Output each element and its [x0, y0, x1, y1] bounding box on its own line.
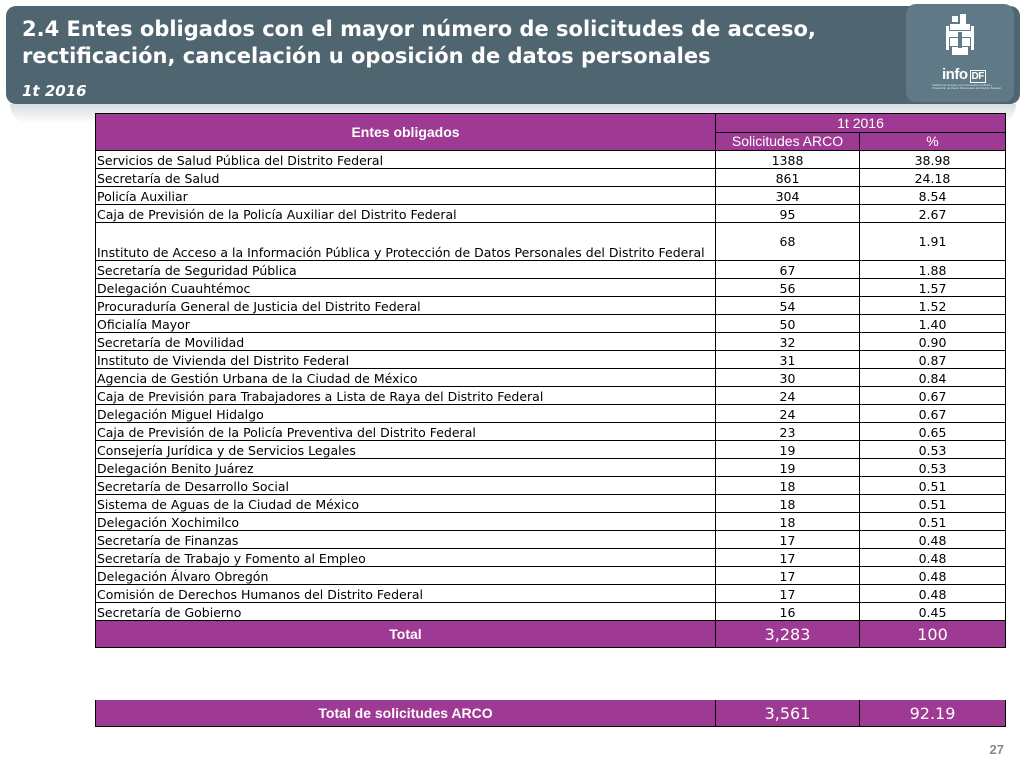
- pct-value: 0.90: [860, 333, 1006, 351]
- ente-name: Policía Auxiliar: [96, 187, 716, 205]
- ente-name: Secretaría de Trabajo y Fomento al Empleo: [96, 549, 716, 567]
- col-header-period: 1t 2016: [716, 114, 1006, 133]
- solicitudes-value: 17: [716, 567, 860, 585]
- ente-name: Consejería Jurídica y de Servicios Legales: [96, 441, 716, 459]
- totals-arco-table: [95, 697, 1006, 727]
- ente-name: Instituto de Acceso a la Información Pública y Protección de Datos Personales del Distrito Federal: [96, 223, 716, 261]
- ente-name: Delegación Xochimilco: [96, 513, 716, 531]
- total-arco-pct: 92.19: [860, 699, 1006, 727]
- pct-value: 0.65: [860, 423, 1006, 441]
- solicitudes-value: 23: [716, 423, 860, 441]
- solicitudes-value: 17: [716, 585, 860, 603]
- logo-caption: Instituto de Acceso a la Información Pública y Protección de Datos Personales del Distrito Federal: [932, 84, 1001, 90]
- ente-name: Procuraduría General de Justicia del Distrito Federal: [96, 297, 716, 315]
- slide-title: 2.4 Entes obligados con el mayor número de solicitudes de acceso, rectificación, cancelación u oposición de datos personales: [22, 17, 816, 68]
- solicitudes-value: 54: [716, 297, 860, 315]
- table-row: [96, 441, 1006, 459]
- slide-header: [6, 6, 1020, 104]
- table-row: [96, 205, 1006, 223]
- pct-value: 1.52: [860, 297, 1006, 315]
- ente-name: Delegación Cuauhtémoc: [96, 279, 716, 297]
- solicitudes-value: 30: [716, 369, 860, 387]
- total-arco-solicitudes: 3,561: [716, 699, 860, 727]
- solicitudes-value: 19: [716, 441, 860, 459]
- table-row: [96, 549, 1006, 567]
- pct-value: 1.40: [860, 315, 1006, 333]
- pct-value: 0.48: [860, 567, 1006, 585]
- pct-value: 2.67: [860, 205, 1006, 223]
- table-row: [96, 513, 1006, 531]
- total-row: [96, 621, 1006, 648]
- pct-value: 0.67: [860, 387, 1006, 405]
- pct-value: 1.91: [860, 223, 1006, 261]
- table-row: [96, 333, 1006, 351]
- pct-value: 38.98: [860, 151, 1006, 169]
- ente-name: Secretaría de Movilidad: [96, 333, 716, 351]
- ente-name: Agencia de Gestión Urbana de la Ciudad de México: [96, 369, 716, 387]
- pct-value: 0.48: [860, 585, 1006, 603]
- table-row: [96, 585, 1006, 603]
- ente-name: Secretaría de Finanzas: [96, 531, 716, 549]
- table-row: [96, 151, 1006, 169]
- table-row: [96, 369, 1006, 387]
- solicitudes-value: 24: [716, 387, 860, 405]
- table-row: [96, 187, 1006, 205]
- table-row: [96, 279, 1006, 297]
- solicitudes-value: 68: [716, 223, 860, 261]
- pct-value: 0.51: [860, 477, 1006, 495]
- ente-name: Instituto de Vivienda del Distrito Federal: [96, 351, 716, 369]
- solicitudes-value: 17: [716, 531, 860, 549]
- pct-value: 0.53: [860, 459, 1006, 477]
- ente-name: Secretaría de Seguridad Pública: [96, 261, 716, 279]
- infodf-logo: [906, 4, 1014, 102]
- pct-value: 0.48: [860, 549, 1006, 567]
- ente-name: Secretaría de Gobierno: [96, 603, 716, 621]
- ente-name: Caja de Previsión de la Policía Preventiva del Distrito Federal: [96, 423, 716, 441]
- solicitudes-value: 17: [716, 549, 860, 567]
- pct-value: 1.88: [860, 261, 1006, 279]
- solicitudes-value: 16: [716, 603, 860, 621]
- table-row: [96, 261, 1006, 279]
- logo-wordmark: info DF: [942, 66, 984, 83]
- entes-table: [95, 113, 1006, 648]
- ente-name: Oficialía Mayor: [96, 315, 716, 333]
- col-header-pct: %: [860, 132, 1006, 151]
- ente-name: Secretaría de Salud: [96, 169, 716, 187]
- total-arco-label: Total de solicitudes ARCO: [96, 699, 716, 727]
- ente-name: Delegación Álvaro Obregón: [96, 567, 716, 585]
- table-row: [96, 315, 1006, 333]
- total-pct: 100: [860, 621, 1006, 648]
- ente-name: Delegación Benito Juárez: [96, 459, 716, 477]
- table-row: [96, 169, 1006, 187]
- pct-value: 24.18: [860, 169, 1006, 187]
- solicitudes-value: 304: [716, 187, 860, 205]
- pct-value: 0.51: [860, 495, 1006, 513]
- pct-value: 0.45: [860, 603, 1006, 621]
- page-number: 27: [989, 742, 1004, 757]
- table-row: [96, 297, 1006, 315]
- pct-value: 0.67: [860, 405, 1006, 423]
- solicitudes-value: 18: [716, 495, 860, 513]
- table-row: [96, 459, 1006, 477]
- col-header-solicitudes: Solicitudes ARCO: [716, 132, 860, 151]
- table-row: [96, 567, 1006, 585]
- table-row: [96, 477, 1006, 495]
- solicitudes-value: 861: [716, 169, 860, 187]
- ente-name: Secretaría de Desarrollo Social: [96, 477, 716, 495]
- pct-value: 0.51: [860, 513, 1006, 531]
- solicitudes-value: 67: [716, 261, 860, 279]
- ente-name: Servicios de Salud Pública del Distrito Federal: [96, 151, 716, 169]
- table-row: [96, 603, 1006, 621]
- solicitudes-value: 31: [716, 351, 860, 369]
- table-row: [96, 423, 1006, 441]
- ente-name: Caja de Previsión de la Policía Auxiliar del Distrito Federal: [96, 205, 716, 223]
- slide-period: 1t 2016: [22, 82, 87, 100]
- total-label: Total: [96, 621, 716, 648]
- ente-name: Sistema de Aguas de la Ciudad de México: [96, 495, 716, 513]
- city-emblem-icon: [906, 4, 1014, 74]
- solicitudes-value: 56: [716, 279, 860, 297]
- pct-value: 1.57: [860, 279, 1006, 297]
- solicitudes-value: 1388: [716, 151, 860, 169]
- solicitudes-value: 32: [716, 333, 860, 351]
- table-row: [96, 495, 1006, 513]
- ente-name: Caja de Previsión para Trabajadores a Lista de Raya del Distrito Federal: [96, 387, 716, 405]
- solicitudes-value: 19: [716, 459, 860, 477]
- table-row: [96, 405, 1006, 423]
- solicitudes-value: 18: [716, 477, 860, 495]
- solicitudes-value: 95: [716, 205, 860, 223]
- solicitudes-value: 18: [716, 513, 860, 531]
- pct-value: 8.54: [860, 187, 1006, 205]
- pct-value: 0.48: [860, 531, 1006, 549]
- pct-value: 0.53: [860, 441, 1006, 459]
- solicitudes-value: 24: [716, 405, 860, 423]
- ente-name: Comisión de Derechos Humanos del Distrito Federal: [96, 585, 716, 603]
- pct-value: 0.87: [860, 351, 1006, 369]
- solicitudes-value: 50: [716, 315, 860, 333]
- table-row: [96, 531, 1006, 549]
- total-solicitudes: 3,283: [716, 621, 860, 648]
- ente-name: Delegación Miguel Hidalgo: [96, 405, 716, 423]
- table-row: [96, 223, 1006, 261]
- pct-value: 0.84: [860, 369, 1006, 387]
- table-row: [96, 387, 1006, 405]
- col-header-entes: Entes obligados: [96, 114, 716, 151]
- table-row: [96, 351, 1006, 369]
